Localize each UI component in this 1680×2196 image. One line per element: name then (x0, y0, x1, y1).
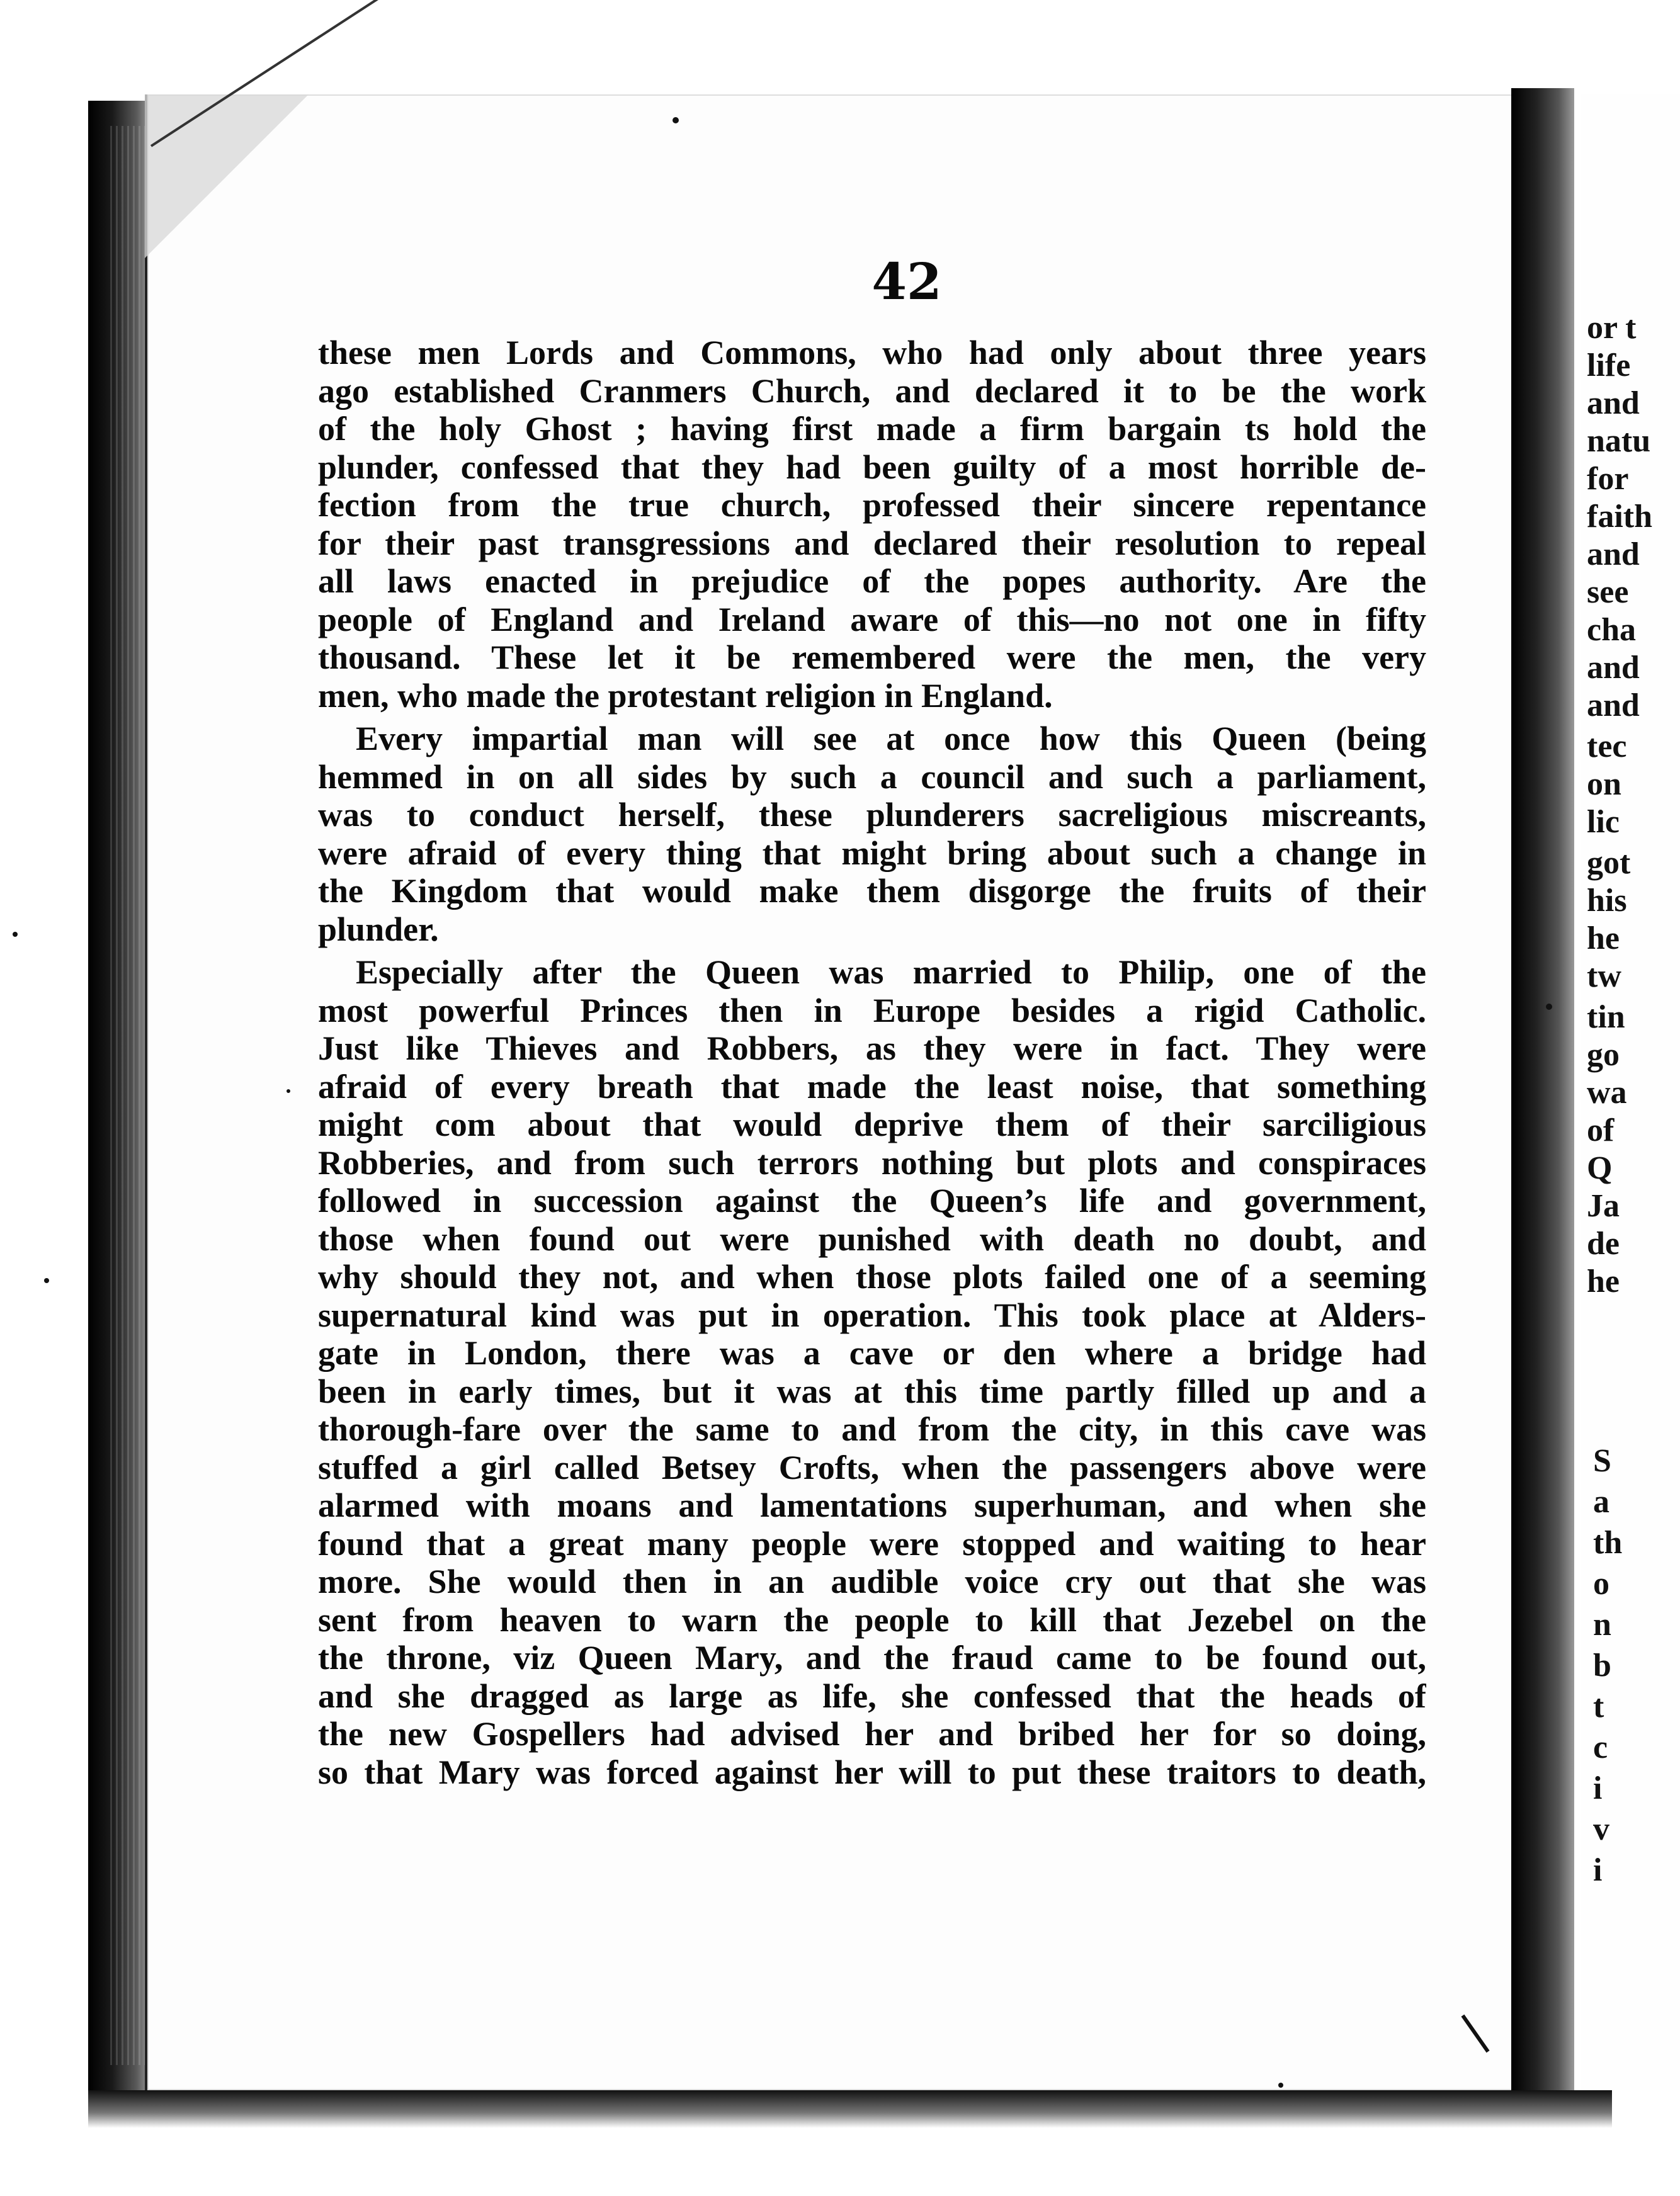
bottom-page-edge (88, 2090, 1612, 2128)
text-line: followed in succession against the Queen’s life and government, (318, 1182, 1426, 1220)
text-line: fection from the true church, professed their sincere repentance (318, 486, 1426, 524)
text-line: thousand. These let it be remembered were the men, the very (318, 638, 1426, 676)
facing-page-fragment: or t (1587, 310, 1637, 346)
text-line: alarmed with moans and lamentations superhuman, and when she (318, 1486, 1426, 1524)
text-line: afraid of every breath that made the least noise, that something (318, 1067, 1426, 1106)
text-line: gate in London, there was a cave or den where a bridge had (318, 1334, 1426, 1372)
text-line: Every impartial man will see at once how this Queen (being (356, 720, 1426, 757)
facing-page-fragment: i (1593, 1852, 1603, 1888)
text-line: was to conduct herself, these plunderers sacreligious miscreants, (318, 796, 1426, 834)
facing-page-fragment: his (1587, 883, 1627, 919)
facing-page-fragment: S (1593, 1443, 1611, 1479)
page-stack-edge (110, 126, 148, 2065)
text-line: all laws enacted in prejudice of the popes authority. Are the (318, 562, 1426, 600)
facing-page-fragment: see (1587, 574, 1629, 610)
facing-page-fragment: of (1587, 1112, 1615, 1148)
facing-page-fragment: go (1587, 1037, 1620, 1073)
text-line: ago established Cranmers Church, and declared it to be the work (318, 371, 1426, 410)
text-line: thorough-fare over the same to and from the city, in this cave was (318, 1410, 1426, 1448)
facing-page-fragment: lic (1587, 804, 1620, 840)
facing-page-fragment: tw (1587, 958, 1621, 994)
facing-page-fragment: and (1587, 536, 1640, 572)
text-line: more. She would then in an audible voice cry out that she was (318, 1563, 1426, 1600)
text-line: the throne, viz Queen Mary, and the fraud came to be found out, (318, 1639, 1426, 1677)
facing-page-fragment: and (1587, 385, 1640, 421)
text-line: plunder. (318, 910, 439, 948)
facing-page-fragment: life (1587, 348, 1631, 383)
text-line: were afraid of every thing that might bring about such a change in (318, 834, 1426, 872)
text-line: for their past transgressions and declared their resolution to repeal (318, 524, 1426, 562)
facing-page-fragment: b (1593, 1648, 1611, 1684)
paragraph-gap (318, 715, 1426, 720)
facing-page-fragment: de (1587, 1226, 1620, 1262)
ink-speck (1278, 2083, 1283, 2088)
facing-page-fragment: got (1587, 845, 1631, 881)
ink-speck (1546, 1004, 1552, 1010)
text-line: most powerful Princes then in Europe besides a rigid Catholic. (318, 991, 1426, 1029)
text-line: Robberies, and from such terrors nothing but plots and conspiraces (318, 1143, 1426, 1182)
facing-page-fragment: th (1593, 1525, 1623, 1561)
text-line: supernatural kind was put in operation. This took place at Alders- (318, 1296, 1426, 1334)
text-line: found that a great many people were stopped and waiting to hear (318, 1524, 1426, 1563)
right-page-fragment (1581, 94, 1680, 2090)
folded-corner (145, 94, 309, 258)
text-line: why should they not, and when those plots failed one of a seeming (318, 1258, 1426, 1296)
text-line: Especially after the Queen was married to Philip, one of the (356, 953, 1426, 991)
facing-page-fragment: he (1587, 920, 1620, 956)
text-line: might com about that would deprive them of their sarciligious (318, 1106, 1426, 1143)
facing-page-fragment: Q (1587, 1150, 1613, 1186)
text-line: hemmed in on all sides by such a council and such a parliament, (318, 757, 1426, 796)
facing-page-fragment: c (1593, 1729, 1608, 1765)
page-body-text (318, 334, 1426, 1791)
ink-speck (673, 117, 679, 123)
text-line: plunder, confessed that they had been guilty of a most horrible de- (318, 448, 1426, 486)
text-line: stuffed a girl called Betsey Crofts, when the passengers above were (318, 1448, 1426, 1486)
ink-speck (44, 1278, 49, 1283)
facing-page-fragment: on (1587, 766, 1621, 802)
text-line: sent from heaven to warn the people to kill that Jezebel on the (318, 1600, 1426, 1639)
text-line: men, who made the protestant religion in England. (318, 676, 1053, 715)
ink-speck (287, 1089, 290, 1093)
facing-page-fragment: v (1593, 1811, 1609, 1847)
text-line: the Kingdom that would make them disgorge the fruits of their (318, 872, 1426, 910)
facing-page-fragment: tin (1587, 999, 1625, 1035)
facing-page-fragment: Ja (1587, 1188, 1620, 1224)
text-line: so that Mary was forced against her will to put these traitors to death, (318, 1753, 1426, 1791)
text-line: people of England and Ireland aware of this—no not one in fifty (318, 600, 1426, 638)
text-line: Just like Thieves and Robbers, as they were in fact. They were (318, 1029, 1426, 1067)
facing-page-fragment: and (1587, 688, 1640, 723)
facing-page-fragment: natu (1587, 423, 1651, 459)
facing-page-fragment: o (1593, 1566, 1609, 1602)
text-line: the new Gospellers had advised her and bribed her for so doing, (318, 1715, 1426, 1753)
facing-page-fragment: he (1587, 1264, 1620, 1299)
text-line: these men Lords and Commons, who had only about three years (318, 334, 1426, 371)
facing-page-fragment: t (1593, 1689, 1604, 1724)
facing-page-fragment: wa (1587, 1075, 1627, 1111)
facing-page-fragment: a (1593, 1484, 1609, 1520)
text-line: and she dragged as large as life, she confessed that the heads of (318, 1677, 1426, 1715)
book-gutter (1511, 88, 1574, 2097)
facing-page-fragment: and (1587, 650, 1640, 686)
text-line: those when found out were punished with death no doubt, and (318, 1220, 1426, 1258)
ink-speck (13, 932, 18, 937)
text-line: been in early times, but it was at this time partly filled up and a (318, 1372, 1426, 1410)
facing-page-fragment: cha (1587, 612, 1636, 648)
page-number: 42 (871, 252, 942, 311)
facing-page-fragment: for (1587, 461, 1629, 497)
facing-page-fragment: faith (1587, 499, 1652, 535)
paragraph-gap (318, 948, 1426, 953)
text-line: of the holy Ghost ; having first made a firm bargain ts hold the (318, 410, 1426, 448)
facing-page-fragment: n (1593, 1607, 1611, 1643)
facing-page-fragment: tec (1587, 728, 1627, 764)
facing-page-fragment: i (1593, 1770, 1603, 1806)
